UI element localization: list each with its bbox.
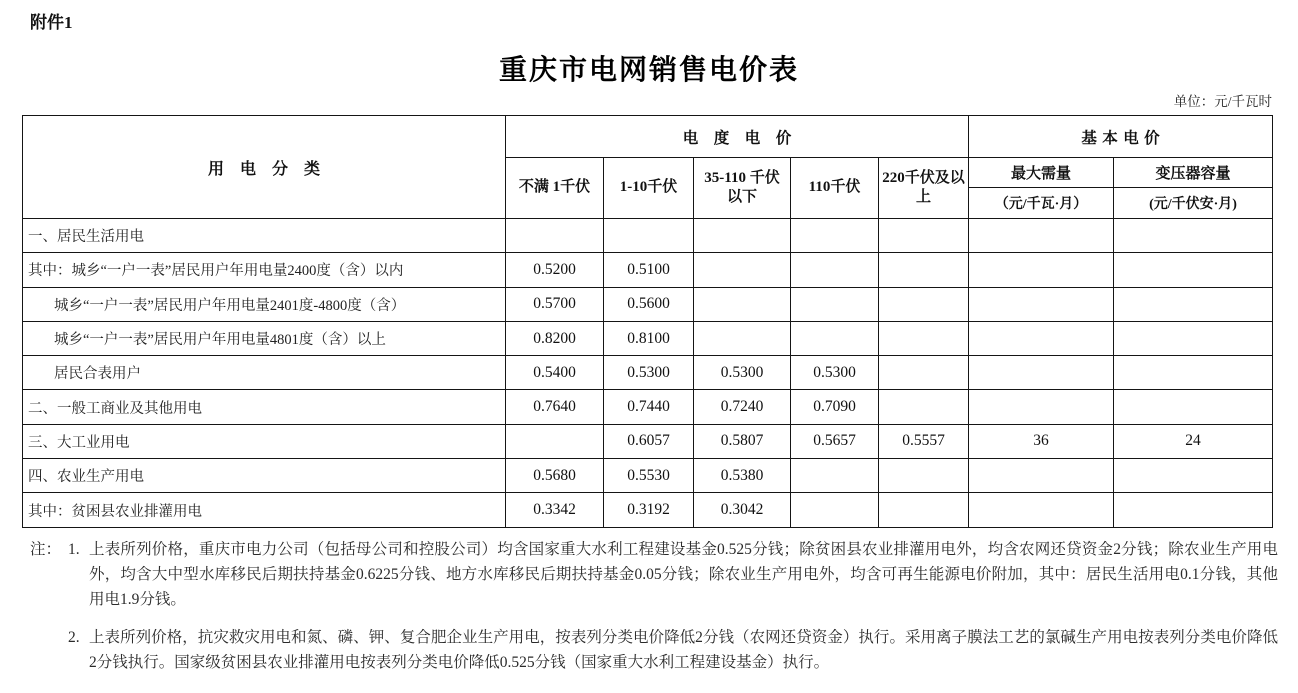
price-cell: [506, 219, 604, 253]
price-cell: [879, 356, 969, 390]
price-cell: [791, 459, 879, 493]
price-cell: [969, 287, 1114, 321]
header-voltage-under-1kv: 不满 1千伏: [506, 158, 604, 219]
price-cell: [969, 493, 1114, 527]
price-cell: [879, 390, 969, 424]
price-cell: [879, 219, 969, 253]
note-text: 上表所列价格，重庆市电力公司（包括母公司和控股公司）均含国家重大水利工程建设基金0.525分钱；除贫困县农业排灌用电外，均含农网还贷资金2分钱；除农业生产用电外，均含大中型水库移民后期扶持基金0.6225分钱、地方水库移民后期扶持基金0.05分钱；除农业生产用电外，均含可再生能源电价附加，其中：居民生活用电0.1分钱，其他用电1.9分钱。: [89, 541, 1278, 608]
row-label-cell: 四、农业生产用电: [23, 459, 506, 493]
header-transformer-capacity-unit: (元/千伏安·月): [1114, 188, 1273, 219]
note-prefix-spacer: [30, 625, 68, 675]
header-energy-price-group: 电 度 电 价: [506, 116, 969, 158]
price-cell: 0.5530: [604, 459, 694, 493]
price-cell: 0.5680: [506, 459, 604, 493]
price-cell: [1114, 219, 1273, 253]
table-row-large-industry: [23, 424, 1273, 458]
note-number: 2.: [68, 629, 80, 646]
table-row-tier2: [23, 287, 1273, 321]
header-basic-price-group: 基本电价: [969, 116, 1273, 158]
price-cell: [791, 253, 879, 287]
price-cell: [969, 253, 1114, 287]
price-cell: 0.8100: [604, 321, 694, 355]
row-label-cell: 其中：贫困县农业排灌用电: [23, 493, 506, 527]
table-row-tier3: [23, 321, 1273, 355]
price-cell: [879, 253, 969, 287]
price-cell: 0.7090: [791, 390, 879, 424]
table-row-combined-meter: [23, 356, 1273, 390]
price-cell: 0.3342: [506, 493, 604, 527]
price-cell: [791, 287, 879, 321]
header-classification: 用 电 分 类: [23, 116, 506, 219]
page-title: 重庆市电网销售电价表: [498, 55, 799, 86]
price-cell: [604, 219, 694, 253]
price-cell: [969, 356, 1114, 390]
row-label-cell: 三、大工业用电: [23, 424, 506, 458]
price-cell: 0.5600: [604, 287, 694, 321]
price-cell: 0.7240: [694, 390, 791, 424]
price-cell: [694, 253, 791, 287]
price-cell: 0.5807: [694, 424, 791, 458]
price-cell: [694, 287, 791, 321]
price-cell: [791, 219, 879, 253]
header-voltage-110kv: 110千伏: [791, 158, 879, 219]
price-cell: [1114, 356, 1273, 390]
row-label-cell: 居民合表用户: [23, 356, 506, 390]
price-cell: 0.5300: [694, 356, 791, 390]
table-row-agriculture: [23, 459, 1273, 493]
price-cell: [969, 219, 1114, 253]
electricity-price-table: [22, 115, 1273, 528]
price-cell: 0.5700: [506, 287, 604, 321]
price-cell: [1114, 287, 1273, 321]
price-cell: 24: [1114, 424, 1273, 458]
price-cell: 0.8200: [506, 321, 604, 355]
price-cell: [879, 287, 969, 321]
price-cell: [791, 493, 879, 527]
table-row-poor-county-irrigation: [23, 493, 1273, 527]
price-cell: 0.5657: [791, 424, 879, 458]
table-row-residential: [23, 219, 1273, 253]
price-cell: [969, 459, 1114, 493]
note-number: 1.: [68, 541, 80, 558]
price-cell: [506, 424, 604, 458]
price-cell: [879, 459, 969, 493]
header-max-demand: 最大需量: [969, 158, 1114, 188]
header-max-demand-unit: （元/千瓦·月）: [969, 188, 1114, 219]
row-label-cell: 其中：城乡“一户一表”居民用户年用电量2400度（含）以内: [23, 253, 506, 287]
row-label-cell: 一、居民生活用电: [23, 219, 506, 253]
footnote-2: [30, 625, 1278, 675]
header-voltage-1-10kv: 1-10千伏: [604, 158, 694, 219]
table-row-commercial: [23, 390, 1273, 424]
price-cell: [879, 493, 969, 527]
price-cell: 0.5400: [506, 356, 604, 390]
header-row-groups: [23, 116, 1273, 158]
price-cell: 0.5300: [604, 356, 694, 390]
price-cell: [879, 321, 969, 355]
unit-label: 单位：元/千瓦时: [1173, 94, 1272, 109]
header-voltage-35-110kv: 35-110 千伏以下: [694, 158, 791, 219]
price-cell: 0.5300: [791, 356, 879, 390]
price-cell: [969, 390, 1114, 424]
price-cell: [1114, 253, 1273, 287]
row-label-cell: 城乡“一户一表”居民用户年用电量4801度（含）以上: [23, 321, 506, 355]
price-cell: 0.5557: [879, 424, 969, 458]
footnotes: [30, 537, 1278, 675]
footnote-1: [30, 537, 1278, 612]
price-cell: 0.5100: [604, 253, 694, 287]
price-cell: [1114, 459, 1273, 493]
price-cell: [791, 321, 879, 355]
price-cell: [694, 219, 791, 253]
price-cell: [969, 321, 1114, 355]
header-transformer-capacity: 变压器容量: [1114, 158, 1273, 188]
header-voltage-220kv-up: 220千伏及以上: [879, 158, 969, 219]
price-cell: 0.7440: [604, 390, 694, 424]
row-label-cell: 城乡“一户一表”居民用户年用电量2401度-4800度（含）: [23, 287, 506, 321]
price-cell: 0.7640: [506, 390, 604, 424]
attachment-label: 附件1: [30, 13, 73, 32]
table-row-tier1: [23, 253, 1273, 287]
price-cell: 36: [969, 424, 1114, 458]
price-cell: 0.5200: [506, 253, 604, 287]
price-cell: [694, 321, 791, 355]
price-cell: 0.3192: [604, 493, 694, 527]
price-cell: 0.5380: [694, 459, 791, 493]
price-cell: 0.3042: [694, 493, 791, 527]
price-cell: [1114, 321, 1273, 355]
price-cell: [1114, 390, 1273, 424]
row-label-cell: 二、一般工商业及其他用电: [23, 390, 506, 424]
price-cell: 0.6057: [604, 424, 694, 458]
price-cell: [1114, 493, 1273, 527]
note-text: 上表所列价格，抗灾救灾用电和氮、磷、钾、复合肥企业生产用电，按表列分类电价降低2分钱（农网还贷资金）执行。采用离子膜法工艺的氯碱生产用电按表列分类电价降低2分钱执行。国家级贫困县农业排灌用电按表列分类电价降低0.525分钱（国家重大水利工程建设基金）执行。: [89, 629, 1278, 671]
note-prefix: 注：: [30, 541, 62, 558]
